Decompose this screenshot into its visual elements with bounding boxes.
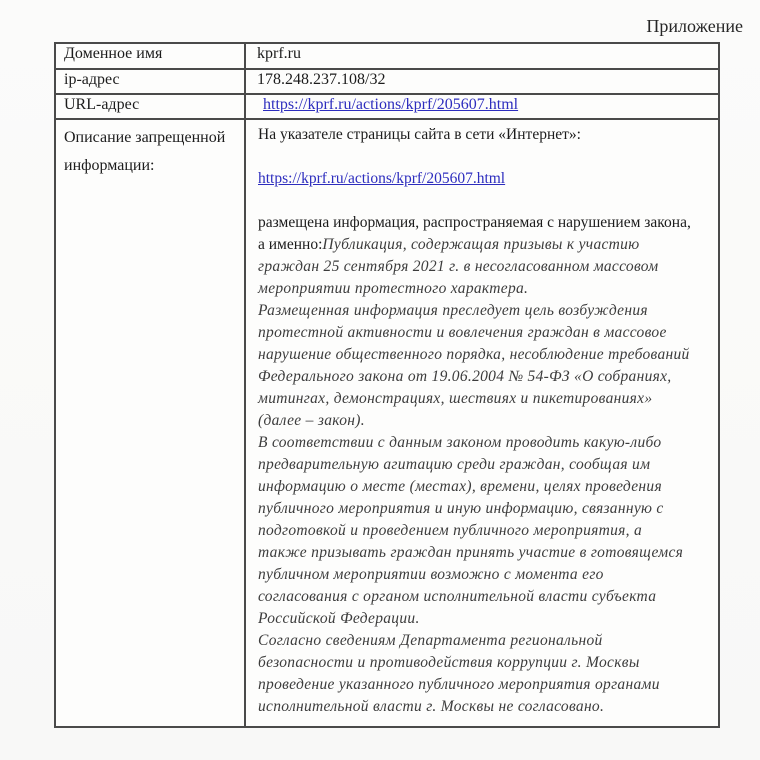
table-row-domain xyxy=(55,43,719,69)
description-paragraph: Согласно сведениям Департамента региональной безопасности и противодействия коррупции г. Москвы проведение указанного публичного мероприятия органами исполнительной власти г. Москвы не согласовано. xyxy=(258,632,660,715)
description-paragraph: В соответствии с данным законом проводить какую-либо предварительную агитацию среди граждан, сообщая им информацию о месте (местах), времени, целях проведения публичного мероприятия и иную информацию, связанную с подготовкой и проведением публичного мероприятия, а также призывать граждан принять участие в готовящемся публичном мероприятии возможно с момента его согласования с органом исполнительной власти субъекта Российской Федерации. xyxy=(258,434,684,627)
table-row-url xyxy=(55,94,719,119)
description-lead xyxy=(258,212,694,300)
description-paragraph: Размещенная информация преследует цель возбуждения протестной активности и вовлечения граждан в массовое нарушение общественного порядка, несоблюдение требований Федерального закона от 19.06.2004 № 54-ФЗ «О собраниях, митингах, демонстрациях, шествиях и пикетированиях» (далее – закон). xyxy=(258,302,690,429)
table-row-description xyxy=(55,119,719,727)
appendix-label: Приложение xyxy=(646,16,743,36)
ip-address-value: 178.248.237.108/32 xyxy=(245,69,719,94)
domain-name-label: Доменное имя xyxy=(55,43,245,69)
url-link[interactable]: https://kprf.ru/actions/kprf/205607.html xyxy=(263,96,519,113)
info-table xyxy=(54,42,720,728)
description-url-link[interactable]: https://kprf.ru/actions/kprf/205607.html xyxy=(258,170,506,187)
description-label: Описание запрещенной информации: xyxy=(55,119,245,727)
url-address-label: URL-адрес xyxy=(55,94,245,119)
description-url-line xyxy=(258,168,694,190)
domain-name-value: kprf.ru xyxy=(245,43,719,69)
description-lead-italic: Публикация, содержащая призывы к участию граждан 25 сентября 2021 г. в несогласованном массовом мероприятии протестного характера. xyxy=(258,236,659,297)
table-row-ip xyxy=(55,69,719,94)
description-intro: На указателе страницы сайта в сети «Интернет»: xyxy=(258,126,581,143)
url-address-cell xyxy=(245,94,719,119)
ip-address-label: ip-адрес xyxy=(55,69,245,94)
description-cell xyxy=(245,119,719,727)
description-lead-regular: размещена информация, распространяемая с нарушением закона, а именно: xyxy=(258,214,691,253)
